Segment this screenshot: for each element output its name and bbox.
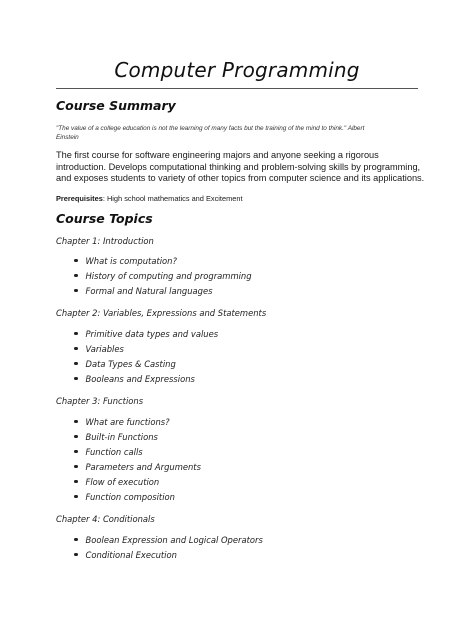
list-item: Flow of execution [74,477,159,487]
bullet-icon [74,362,78,366]
chapter-title: Chapter 3: Functions [56,396,144,406]
bullet-icon [74,347,78,351]
chapter-title: Chapter 1: Introduction [56,236,154,246]
list-item: Boolean Expression and Logical Operators [74,535,263,545]
bullet-icon [74,495,78,499]
list-item: Formal and Natural languages [74,286,213,296]
bullet-icon [74,553,78,557]
prerequisites-value: : High school mathematics and Excitement [102,194,243,203]
bullet-icon [74,465,78,469]
summary-paragraph: The first course for software engineering majors and anyone seeking a rigorous introduction. Develops computational thinking and problem-solving skills by programming, and exposes students to variety of other topics from computer science and its applications. [56,150,425,184]
bullet-icon [74,480,78,484]
bullet-icon [74,538,78,542]
bullet-icon [74,450,78,454]
prerequisites-line [56,194,416,203]
bullet-icon [74,420,78,424]
list-item: Parameters and Arguments [74,462,201,472]
bullet-icon [74,435,78,439]
course-topics-heading: Course Topics [56,211,153,226]
chapter-title: Chapter 4: Conditionals [56,514,155,524]
list-item: Primitive data types and values [74,329,218,339]
list-item: History of computing and programming [74,271,252,281]
bullet-icon [74,274,78,278]
title-divider [56,88,418,89]
course-summary-heading: Course Summary [56,98,176,113]
bullet-icon [74,377,78,381]
list-item: Data Types & Casting [74,359,176,369]
list-item: Function composition [74,492,175,502]
document-title: Computer Programming [114,58,360,82]
list-item: Built-in Functions [74,432,158,442]
list-item: Booleans and Expressions [74,374,195,384]
prerequisites-label: Prerequisites [56,194,103,203]
list-item: What are functions? [74,417,170,427]
bullet-icon [74,259,78,263]
list-item: Conditional Execution [74,550,177,560]
list-item: Variables [74,344,124,354]
quote-text: "The value of a college education is not the learning of many facts but the training of the mind to think." Albert Einstein [56,125,365,141]
list-item: What is computation? [74,256,177,266]
list-item: Function calls [74,447,143,457]
bullet-icon [74,289,78,293]
bullet-icon [74,332,78,336]
chapter-title: Chapter 2: Variables, Expressions and Statements [56,308,267,318]
